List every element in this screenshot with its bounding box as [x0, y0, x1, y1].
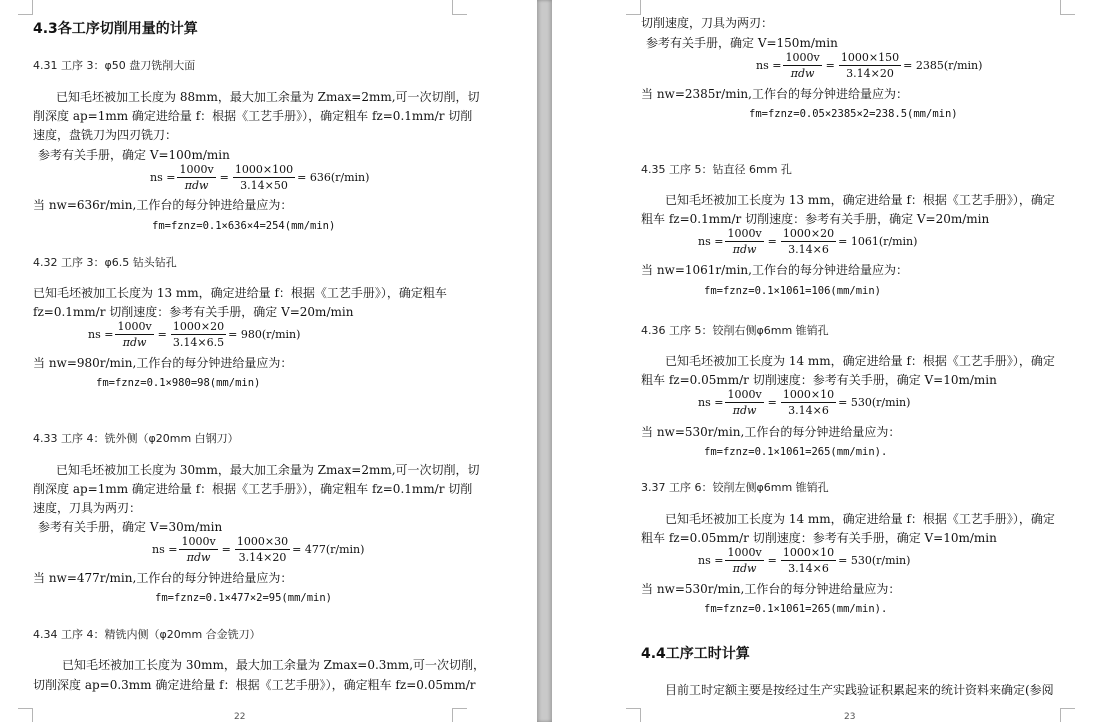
- page-gutter: [537, 0, 552, 722]
- paragraph-line: 当 nw=530r/min,工作台的每分钟进给量应为：: [641, 582, 901, 596]
- crop-mark: [452, 0, 467, 15]
- crop-mark: [1060, 708, 1075, 722]
- paragraph-line: 当 nw=477r/min,工作台的每分钟进给量应为：: [33, 571, 293, 585]
- paragraph-line: 切削深度 ap=0.3mm 确定进给量 f：根据《工艺手册》），确定粗车 fz=0.05mm/r: [33, 678, 476, 692]
- paragraph-line: 当 nw=530r/min,工作台的每分钟进给量应为：: [641, 425, 901, 439]
- crop-mark: [1060, 0, 1075, 15]
- paragraph-line: 当 nw=980r/min,工作台的每分钟进给量应为：: [33, 356, 293, 370]
- section-title: 4.3各工序切削用量的计算: [33, 21, 198, 37]
- paragraph-line: 参考有关手册，确定 V=30m/min: [38, 520, 223, 534]
- paragraph-line: 已知毛坯被加工长度为 14 mm，确定进给量 f：根据《工艺手册》），确定: [665, 512, 1055, 526]
- paragraph-line: 当 nw=2385r/min,工作台的每分钟进给量应为：: [641, 87, 908, 101]
- subsection-heading: 4.31 工序 3：φ50 盘刀铣削大面: [33, 59, 196, 72]
- spindle-speed-formula: ns = $\frac{1000v}{\text{πdw}}$ = $\frac{1000\times 30}{3.14\times 20}$ = 477(r/min): [152, 535, 365, 564]
- feed-formula: fm=fznz=0.1×636×4=254(mm/min): [152, 220, 336, 232]
- crop-mark: [18, 0, 33, 15]
- paragraph-line: 削深度 ap=1mm 确定进给量 f：根据《工艺手册》），确定粗车 fz=0.1mm/r 切削: [33, 482, 473, 496]
- paragraph-line: 已知毛坯被加工长度为 88mm，最大加工余量为 Zmax=2mm,可一次切削，切: [56, 90, 480, 104]
- page-number: 23: [844, 712, 856, 722]
- paragraph-line: 当 nw=636r/min,工作台的每分钟进给量应为：: [33, 198, 293, 212]
- spindle-speed-formula: ns = $\frac{1000v}{\text{πdw}}$ = $\frac{1000\times 150}{3.14\times 20}$ = 2385(r/min): [756, 51, 983, 80]
- feed-formula: fm=fznz=0.1×1061=265(mm/min).: [704, 603, 888, 615]
- feed-formula: fm=fznz=0.1×477×2=95(mm/min): [155, 592, 333, 604]
- paragraph-line: 削深度 ap=1mm 确定进给量 f：根据《工艺手册》），确定粗车 fz=0.1mm/r 切削: [33, 109, 473, 123]
- feed-formula: fm=fznz=0.1×1061=265(mm/min).: [704, 446, 888, 458]
- crop-mark: [18, 708, 33, 722]
- spindle-speed-formula: ns = $\frac{1000v}{\text{πdw}}$ = $\frac{1000\times 10}{3.14\times 6}$ = 530(r/min): [698, 388, 911, 417]
- paragraph-line: 已知毛坯被加工长度为 30mm，最大加工余量为 Zmax=0.3mm,可一次切削，: [62, 658, 486, 672]
- spindle-speed-formula: ns = $\frac{1000v}{\text{πdw}}$ = $\frac{1000\times 20}{3.14\times 6.5}$ = 980(r/min): [88, 320, 301, 349]
- subsection-heading: 4.33 工序 4：铣外侧（φ20mm 白钢刀）: [33, 432, 239, 445]
- subsection-heading: 4.34 工序 4：精铣内侧（φ20mm 合金铣刀）: [33, 628, 261, 641]
- paragraph-line: 参考有关手册，确定 V=100m/min: [38, 148, 230, 162]
- paragraph-line: 已知毛坯被加工长度为 13 mm，确定进给量 f：根据《工艺手册》），确定粗车: [33, 286, 447, 300]
- crop-mark: [626, 708, 641, 722]
- paragraph-line: 粗车 fz=0.05mm/r 切削速度：参考有关手册，确定 V=10m/min: [641, 531, 997, 545]
- section-title: 4.4工序工时计算: [641, 646, 750, 662]
- subsection-heading: 4.35 工序 5：钻直径 6mm 孔: [641, 163, 792, 176]
- paragraph-line: 粗车 fz=0.05mm/r 切削速度：参考有关手册，确定 V=10m/min: [641, 373, 997, 387]
- paragraph-line: 已知毛坯被加工长度为 30mm，最大加工余量为 Zmax=2mm,可一次切削，切: [56, 463, 480, 477]
- paragraph-line: 已知毛坯被加工长度为 14 mm，确定进给量 f：根据《工艺手册》），确定: [665, 354, 1055, 368]
- paragraph-line: 目前工时定额主要是按经过生产实践验证积累起来的统计资料来确定(参阅: [665, 683, 1054, 697]
- feed-formula: fm=fznz=0.1×980=98(mm/min): [96, 377, 261, 389]
- document-page-right: [552, 0, 1105, 722]
- paragraph-line: 当 nw=1061r/min,工作台的每分钟进给量应为：: [641, 263, 908, 277]
- paragraph-line: fz=0.1mm/r 切削速度：参考有关手册，确定 V=20m/min: [33, 305, 354, 319]
- feed-formula: fm=fznz=0.05×2385×2=238.5(mm/min): [749, 108, 958, 120]
- page-number: 22: [234, 712, 246, 722]
- spindle-speed-formula: ns = $\frac{1000v}{\text{πdw}}$ = $\frac{1000\times 10}{3.14\times 6}$ = 530(r/min): [698, 546, 911, 575]
- paragraph-line: 已知毛坯被加工长度为 13 mm，确定进给量 f：根据《工艺手册》），确定: [665, 193, 1055, 207]
- subsection-heading: 4.36 工序 5：铰削右侧φ6mm 锥销孔: [641, 324, 829, 337]
- crop-mark: [626, 0, 641, 15]
- paragraph-line: 切削速度，刀具为两刃：: [641, 16, 774, 30]
- feed-formula: fm=fznz=0.1×1061=106(mm/min): [704, 285, 882, 297]
- crop-mark: [452, 708, 467, 722]
- paragraph-line: 粗车 fz=0.1mm/r 切削速度：参考有关手册，确定 V=20m/min: [641, 212, 990, 226]
- paragraph-line: 速度，盘铣刀为四刃铣刀：: [33, 128, 178, 142]
- paragraph-line: 参考有关手册，确定 V=150m/min: [646, 36, 838, 50]
- document-page-left: [0, 0, 537, 722]
- subsection-heading: 4.32 工序 3：φ6.5 钻头钻孔: [33, 256, 177, 269]
- spindle-speed-formula: ns = $\frac{1000v}{\text{πdw}}$ = $\frac{1000\times 100}{3.14\times 50}$ = 636(r/min): [150, 163, 370, 192]
- subsection-heading: 3.37 工序 6：铰削左侧φ6mm 锥销孔: [641, 481, 829, 494]
- paragraph-line: 速度，刀具为两刃：: [33, 501, 142, 515]
- spindle-speed-formula: ns = $\frac{1000v}{\text{πdw}}$ = $\frac{1000\times 20}{3.14\times 6}$ = 1061(r/min): [698, 227, 918, 256]
